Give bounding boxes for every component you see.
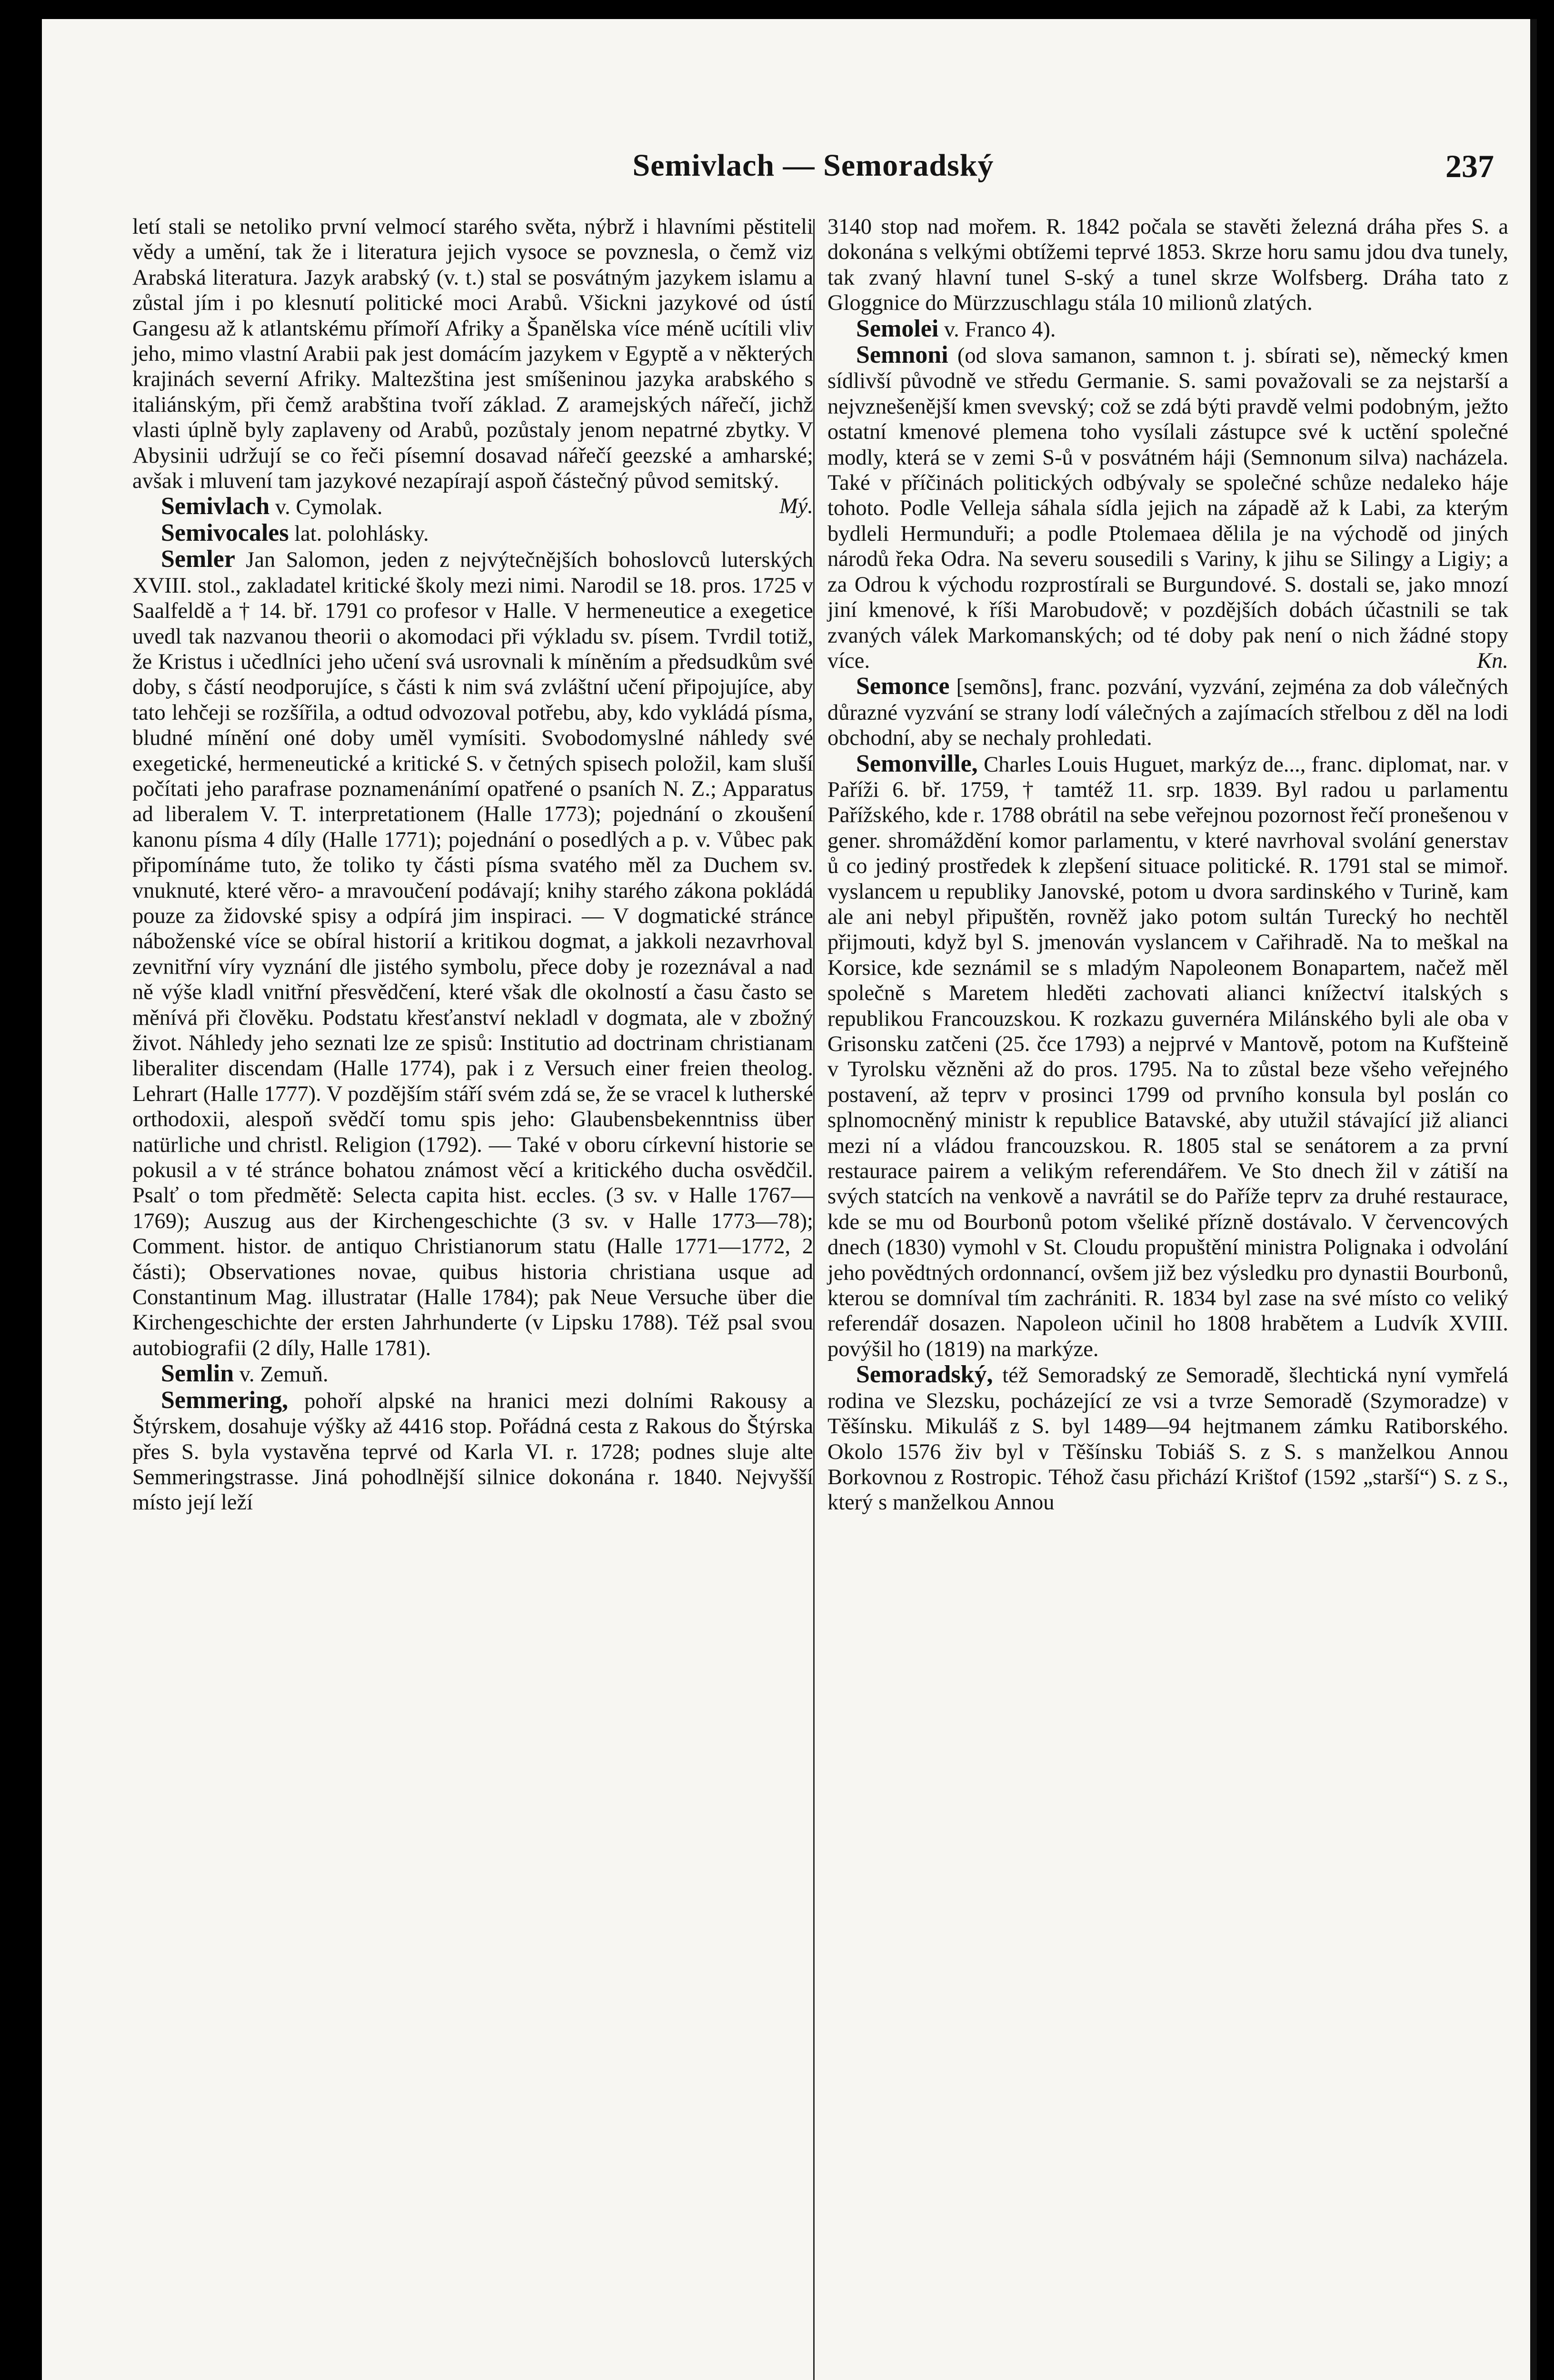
- page-number: 237: [1445, 148, 1494, 184]
- entry-headword: Semonce: [856, 673, 950, 700]
- entry-semolei: [827, 316, 1508, 342]
- entry-text: [semõns], franc. pozvání, vyzvání, zejména za dob válečných důrazné vyzvání se strany lodí válečných a zajímacích střelbou z děl na lodi obchodní, aby se nechaly prohledati.: [827, 675, 1508, 751]
- author-signature: Kn.: [1477, 648, 1508, 673]
- running-head: Semivlach — Semoradský: [632, 148, 994, 183]
- left-column: [132, 214, 813, 1516]
- entry-headword: Semivlach: [161, 493, 270, 520]
- entry-text: Charles Louis Huguet, markýz de..., franc. diplomat, nar. v Paříži 6. bř. 1759, † tamtéž 11. srp. 1839. Byl radou u parlamentu Pařížského, kde r. 1788 obrátil na sebe veřejnou pozornost řečí pronešenou v gener. shromáždění komor parlamentu, v které navrhoval svolání generstav ů co jediný prostředek k zlepšení situace politické. R. 1791 stal se mimoř. vyslancem u republiky Janovské, potom u dvora sardinského v Turině, kam ale ani nebyl připuštěn, rovněž jako potom sultán Turecký ho nechtěl přijmouti, když byl S. jmenován vyslancem v Cařihradě. Na to meškal na Korsice, kde seznámil se s mladým Napoleonem Bonapartem, načež měl společně s Maretem hleděti zachovati alianci knížectví italských s republikou Francouzskou. K rozkazu guvernéra Milánského byli ale oba v Grisonsku zatčeni (25. čce 1793) a nejprvé v Mantově, potom na Kufšteině v Tyrolsku vězněni až do pros. 1795. Na to zůstal beze všeho veřejného postavení, až teprv v prosinci 1799 od prvního konsula byl poslán co splnomocněný ministr k republice Batavské, aby utužil stávající již alianci mezi ní a vládou francouzskou. R. 1805 stal se senátorem a za první restaurace pairem a velikým referendářem. Ve Sto dnech žil v zátiší na svých statcích na venkově a navrátil se do Paříže teprv za druhé restaurace, kde se mu od Bourbonů potom všeliké přízně dostávalo. V červencových dnech (1830) vymohl v St. Cloudu propuštění ministra Polignaka i odvolání jeho povědtných ordonnancí, ovšem již bez výsledku pro dynastii Bourbonů, kterou se domníval tím zachrániti. R. 1834 byl zase na své místo co veliký referendář dosazen. Napoleon učinil ho 1808 hrabětem a Ludvík XVIII. povýšil ho (1819) na markýze.: [827, 752, 1509, 1361]
- entry-text: též Semoradský ze Semoradě, šlechtická nyní vymřelá rodina ve Slezsku, pocházející ze vsi a tvrze Semoradě (Szymoradze) v Těšínsku. Mikuláš z S. byl 1489—94 hejtmanem zámku Ratiborského. Okolo 1576 živ byl v Těšínsku Tobiáš S. z S. s manželkou Annou Borkovnou z Rostropic. Téhož času přichází Krištof (1592 „starší“) S. z S., který s manželkou Annou: [827, 1363, 1508, 1515]
- entry-continuation: [827, 214, 1508, 316]
- entry-text: v. Franco 4).: [944, 317, 1056, 342]
- entry-semnoni: [827, 342, 1508, 674]
- entry-headword: Semoradský,: [856, 1361, 993, 1388]
- entry-semivocales: [132, 520, 813, 546]
- entry-text: pohoří alpské na hranici mezi dolními Rakousy a Štýrskem, dosahuje výšky až 4416 stop. Pořádná cesta z Rakous do Štýrska přes S. byla vystavěna teprvé od Karla VI. r. 1728; podnes sluje alte Semmeringstrasse. Jiná pohodlnější silnice dokonána r. 1840. Nejvyšší místo její leží: [132, 1388, 813, 1515]
- entry-headword: Semonville,: [856, 750, 978, 777]
- entry-headword: Semler: [161, 545, 235, 573]
- entry-headword: Semivocales: [161, 519, 289, 546]
- entry-text: Jan Salomon, jeden z nejvýtečnějších bohoslovců luterských XVIII. stol., zakladatel kritické školy mezi nimi. Narodil se 18. pros. 1725 v Saalfeldě a † 14. bř. 1791 co profesor v Halle. V hermeneutice a exegetice uvedl tak nazvanou theorii o akomodaci při výkladu sv. písem. Tvrdil totiž, že Kristus i učedlníci jeho učení svá usrovnali k míněním a předsudkům své doby, s částí neodporujíce, s části k nim svá zvláštní učení připojujíce, aby tato lehčeji se rozšířila, a odtud odvozoval potřebu, aby, kdo vykládá písma, bludné mínění oné doby uměl vymísiti. Svobodomyslné náhledy své exegetické, hermeneutické a kritické S. v četných spisech položil, kam sluší počítati jeho parafrase poznamenánímí opatřené o psaních N. Z.; Apparatus ad liberalem V. T. interpretationem (Halle 1773); pojednání o zkoušení kanonu písma 4 díly (Halle 1771); pojednání o posedlých a p. v. Vůbec pak připomínáme tuto, že toliko ty části písma svatého měl za Duchem sv. vnuknuté, které věro- a mravoučení podávají; knihy starého zákona pokládá pouze za židovské spisy a odpírá jim inspiraci. — V dogmatické stránce náboženské více se obíral historií a kritikou dogmat, a jakkoli nezavrhoval zevnitřní víry vyznání dle jistého symbolu, přece doby je rozeznával a nad ně výše kladl vnitřní přesvědčení, které však dle okolností a času často se měnívá při člověku. Podstatu křesťanství nekladl v dogmata, ale v zbožný život. Náhledy jeho seznati lze ze spisů: Institutio ad doctrinam christianam liberaliter discendam (Halle 1774), pak i z Versuch einer freien theolog. Lehrart (Halle 1777). V pozdějším stáří svém zdá se, že se vracel k lutherské orthodoxii, alespoň svědčí tomu spis jeho: Glaubensbekenntniss über natürliche und christl. Religion (1792). — Také v oboru církevní historie se pokusil a v té stránce bohatou známost věcí a kritického ducha osvědčil. Psalť o tom předmětě: Selecta capita hist. eccles. (3 sv. v Halle 1767—1769); Auszug aus der Kirchengeschichte (3 sv. v Halle 1773—78); Comment. histor. de antiquo Christianorum statu (Halle 1771—1772, 2 části); Observationes novae, quibus historia christiana usque ad Constantinum Mag. illustratar (Halle 1784); pak Neue Versuche über die Kirchengeschichte der ersten Jahrhunderte (v Lipsku 1788). Též psal svou autobiografii (2 díly, Halle 1781).: [132, 548, 814, 1360]
- entry-text: v. Cymolak.: [275, 495, 383, 520]
- entry-text: letí stali se netoliko první velmocí starého světa, nýbrž i hlavními pěstiteli vědy a umění, tak že i literatura jejich vysoce se povznesla, o čemž viz Arabská literatura. Jazyk arabský (v. t.) stal se posvátným jazykem islamu a zůstal jím i po klesnutí politické moci Arabů. Všickni jazykové od ústí Gangesu až k atlantskému přímoří Afriky a Španělska více méně ucítili vliv jeho, mimo vlastní Arabii pak jest domácím jazykem v Egyptě a v některých krajinách severní Afriky. Maltezština jest smíšeninou jazyka arabského s italiánským, při čemž arabština tvoří základ. Z aramejských nářečí, jichž vlasti úplně byly zaplaveny od Arabů, pozůstaly jenom nepatrné zbytky. V Abysinii udržují se co řeči písemní dosavad nářečí geezské a amharské; avšak i mluvení tam jazykové nezapírají aspoň částečný původ semitský.: [132, 215, 813, 494]
- entry-semmering: [132, 1388, 813, 1516]
- entry-headword: Semnoni: [856, 341, 948, 369]
- entry-semlin: [132, 1361, 813, 1387]
- page-header: [42, 148, 1537, 190]
- entry-semivlach: [132, 494, 813, 520]
- entry-text: lat. polohlásky.: [294, 521, 429, 546]
- entry-headword: Semlin: [161, 1360, 234, 1388]
- entry-text: v. Zemuň.: [239, 1362, 329, 1387]
- entry-semonville: [827, 751, 1508, 1362]
- page-edge: [1530, 19, 1537, 2380]
- entry-semler: [132, 546, 813, 1361]
- right-column: [827, 214, 1508, 1516]
- entry-text: 3140 stop nad mořem. R. 1842 počala se stavěti železná dráha přes S. a dokonána s velkými obtížemi teprvé 1853. Skrze horu samu jdou dva tunely, tak zvaný hlavní tunel S-ský a tunel skrze Wolfsberg. Dráha tato z Gloggnice do Mürzzuschlagu stála 10 milionů zlatých.: [827, 215, 1508, 316]
- entry-text: (od slova samanon, samnon t. j. sbírati se), německý kmen sídlivší původně ve středu Germanie. S. sami považovali se za nejstarší a nejvznešenější kmen svevský; což se zdá býti pravdě velmi podobným, ježto ostatní kmenové plemena toho vysílali zástupce své k uctění společné modly, která se v zemi S-ů v posvátném háji (Semnonum silva) nacházela. Také v příčinách politických odbývaly se společné schůze nedaleko háje tohoto. Podle Velleja sáhala sídla jejich na západě až k Labi, za kterým bydleli Hermunduři; a podle Ptolemaea dělila je na východě od jiných národů řeka Odra. Na severu sousedili s Variny, k jihu se Silingy a Ligiy; a za Odrou k východu rozprostírali se Burgundové. S. dostali se, jako mnozí jiní kmenové, k říši Marobudově; v pozdějších dobách účastnili se tak zvaných válek Markomanských; od té doby pak není o nich žádné stopy více.: [827, 344, 1509, 673]
- entry-semonce: [827, 674, 1508, 751]
- entry-headword: Semmering,: [161, 1386, 289, 1414]
- page: [42, 19, 1537, 2380]
- entry-headword: Semolei: [856, 315, 939, 342]
- entry-semoradsky: [827, 1362, 1508, 1515]
- author-signature: Mý.: [779, 494, 813, 519]
- column-divider: [813, 219, 815, 2380]
